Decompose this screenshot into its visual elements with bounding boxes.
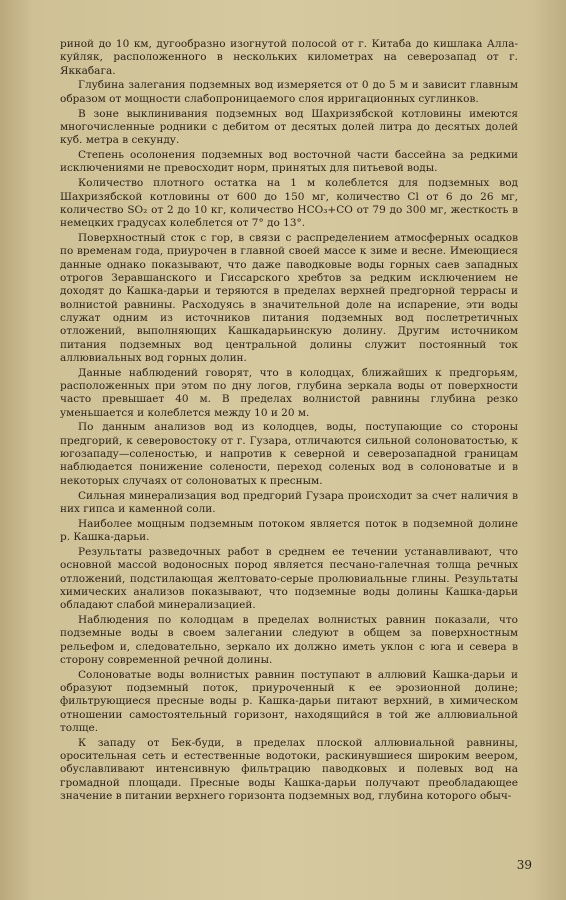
paragraph: Наблюдения по колодцам в пределах волнистых равнин показали, что подземные воды в своем залегании следуют в общем за поверхностным рельефом и, следовательно, зеркало их должно иметь уклон с юга и севера в сторону современной речной долины. bbox=[60, 614, 518, 666]
paragraph: Наиболее мощным подземным потоком является поток в подземной долине р. Кашка-дарьи. bbox=[60, 517, 518, 544]
paragraph: Сильная минерализация вод предгорий Гузара происходит за счет наличия в них гипса и каменной соли. bbox=[60, 489, 518, 515]
paragraph: Солоноватые воды волнистых равнин поступают в аллювий Кашка-дарьи и образуют подземный поток, приуроченный к ее эрозионной долине; фильтрующиеся пресные воды р. Кашка-дарьи питают верхний, в химическом отношении самостоятельный горизонт, находящийся в той же аллювиальной толще. bbox=[60, 668, 518, 734]
page-number: 39 bbox=[516, 858, 532, 872]
paragraph: Данные наблюдений говорят, что в колодцах, ближайших к предгорьям, расположенных при этом по дну логов, глубина зеркала воды от поверхности часто превышает 40 м. В пределах волнистой равнины глубина резко уменьшается и колеблется между 10 и 20 м. bbox=[60, 366, 518, 419]
paragraph: В зоне выклинивания подземных вод Шахризябской котловины имеются многочисленные родники с дебитом от десятых долей литра до десятых долей куб. метра в секунду. bbox=[60, 107, 518, 147]
paragraph: Результаты разведочных работ в среднем ее течении устанавливают, что основной массой водоносных пород является песчано-галечная толща речных отложений, подстилающая желтовато-серые пролювиальные глины. Результаты химических анализов показывают, что подземные воды долины Кашка-дарьи обладают слабой минерализацией. bbox=[60, 545, 518, 612]
paragraph: По данным анализов вод из колодцев, воды, поступающие со стороны предгорий, к северовостоку от г. Гузара, отличаются сильной солоноватостью, к югозападу—соленостью, и напротив к северной и северозападной границам наблюдается понижение солености, переход соленых вод в солоноватые и в некоторых случаях от солоноватых к пресным. bbox=[60, 421, 518, 487]
page-text bbox=[60, 38, 518, 805]
paragraph: Количество плотного остатка на 1 м колеблется для подземных вод Шахризябской котловины от 600 до 150 мг, количество Cl от 6 до 26 мг, количество SO₂ от 2 до 10 кг, количество HCO₃+CO от 79 до 300 мг, жесткость в немецких градусах колеблется от 7° до 13°. bbox=[60, 177, 518, 230]
paragraph: К западу от Бек-буди, в пределах плоской аллювиальной равнины, оросительная сеть и естественные водотоки, раскинувшиеся широким веером, обуславливают интенсивную фильтрацию паводковых и полевых вод на громадной площади. Пресные воды Кашка-дарьи получают преобладающее значение в питании верхнего горизонта подземных вод, глубина которого обыч- bbox=[60, 736, 518, 803]
paragraph: Степень осолонения подземных вод восточной части бассейна за редкими исключениями не превосходит норм, принятых для питьевой воды. bbox=[60, 149, 518, 175]
paragraph: Глубина залегания подземных вод измеряется от 0 до 5 м и зависит главным образом от мощности слабопроницаемого слоя ирригационных суглинков. bbox=[60, 79, 518, 105]
paragraph: Поверхностный сток с гор, в связи с распределением атмосферных осадков по временам года, приурочен в главной своей массе к зиме и весне. Имеющиеся данные однако показывают, что даже паводковые воды горных саев западных отрогов Зеравшанского и Гиссарского хребтов за редким исключением не доходят до Кашка-дарьи и теряются в пределах верхней предгорной террасы и волнистой равнины. Расходуясь в значительной доле на испарение, эти воды служат одним из источников питания подземных вод послетретичных отложений, выполняющих Кашкадарьинскую долину. Другим источником питания подземных вод центральной долины служит постоянный ток аллювиальных вод горных долин. bbox=[60, 232, 518, 364]
paragraph: риной до 10 км, дугообразно изогнутой полосой от г. Китаба до кишлака Алла-куйляк, расположенного в нескольких километрах на северозапад от г. Яккабага. bbox=[60, 38, 518, 77]
